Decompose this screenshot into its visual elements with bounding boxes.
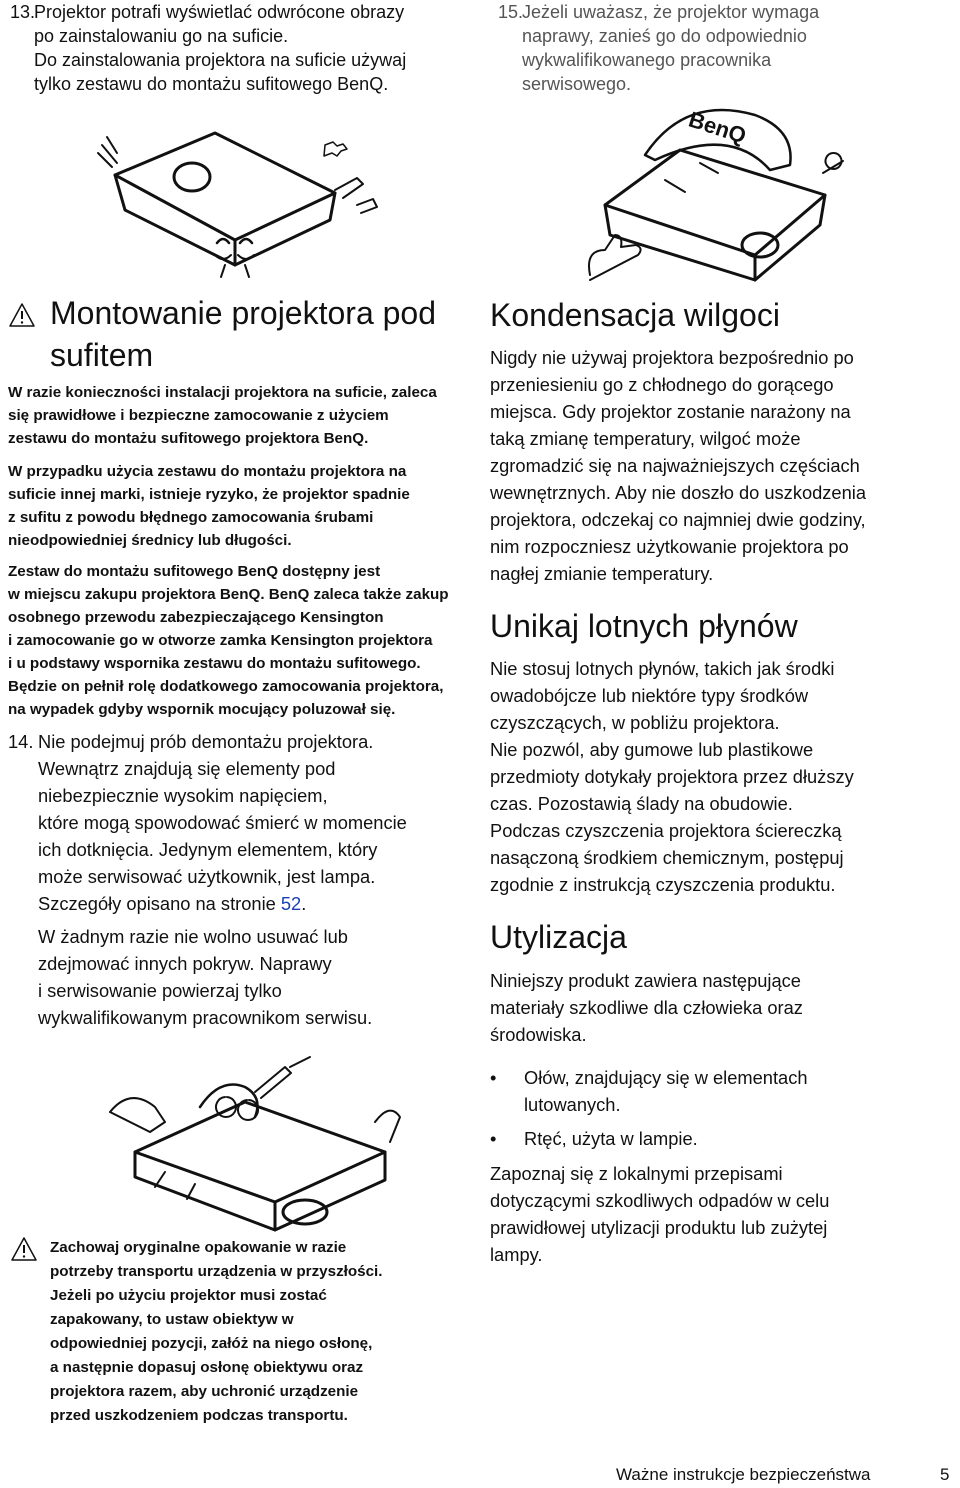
- paragraph-line: miejsca. Gdy projektor zostanie narażony na: [490, 401, 851, 422]
- paragraph-line: dotyczącymi szkodliwych odpadów w celu: [490, 1190, 830, 1211]
- disposal-intro: [490, 967, 950, 1048]
- paragraph-line: i u podstawy wspornika zestawu do montażu sufitowego.: [8, 655, 421, 672]
- warning-line: potrzeby transportu urządzenia w przyszłości.: [50, 1263, 383, 1280]
- paragraph-line: lampy.: [490, 1244, 543, 1265]
- paragraph-line: i zamocowanie go w otworze zamka Kensington projektora: [8, 632, 433, 649]
- item-14-text: [38, 728, 407, 1031]
- disposal-bullet-mercury: [490, 1125, 950, 1153]
- item-14-reference: [38, 890, 407, 917]
- paragraph-line: na wypadek gdyby wspornik mocujący poluzował się.: [8, 701, 396, 718]
- item-13: [10, 0, 470, 100]
- bullet-marker: •: [490, 1067, 497, 1088]
- paragraph-line: czyszczących, w pobliżu projektora.: [490, 712, 780, 733]
- paragraph-line: projektora, odczekaj co najmniej dwie godziny,: [490, 509, 866, 530]
- item-14-line: niebezpiecznie wysokim napięciem,: [38, 785, 328, 806]
- paragraph-line: czas. Pozostawią ślady na obudowie.: [490, 793, 793, 814]
- paragraph-line: Niniejszy produkt zawiera następujące: [490, 970, 801, 991]
- paragraph-line: Zapoznaj się z lokalnymi przepisami: [490, 1163, 783, 1184]
- benq-cap-logo: BenQ: [685, 106, 750, 149]
- item-15: [498, 0, 948, 100]
- volatile-text: [490, 655, 950, 898]
- paragraph-line: wewnętrznych. Aby nie doszło do uszkodzenia: [490, 482, 866, 503]
- item-15-line: serwisowego.: [522, 74, 632, 94]
- paragraph-line: w miejscu zakupu projektora BenQ. BenQ zaleca także zakup: [8, 586, 449, 603]
- page-link[interactable]: 52: [280, 893, 302, 914]
- item-14-line: Wewnątrz znajdują się elementy pod: [38, 758, 336, 779]
- paragraph-line: prawidłowej utylizacji produktu lub zużytej: [490, 1217, 828, 1238]
- item-13-text: [34, 0, 406, 96]
- item-14-line: które mogą spowodować śmierć w momencie: [38, 812, 407, 833]
- item-14-line: W żadnym razie nie wolno usuwać lub: [38, 926, 348, 947]
- paragraph-line: przeniesieniu go z chłodnego do gorącego: [490, 374, 834, 395]
- item-14-line: ich dotknięcia. Jedynym elementem, który: [38, 839, 378, 860]
- item-14-line: zdejmować innych pokryw. Naprawy: [38, 953, 332, 974]
- paragraph-line: nasączoną środkiem chemicznym, postępuj: [490, 847, 844, 868]
- paragraph-line: Nie pozwól, aby gumowe lub plastikowe: [490, 739, 814, 760]
- paragraph-line: przedmioty dotykały projektora przez dłuższy: [490, 766, 854, 787]
- paragraph-line: się prawidłowe i bezpieczne zamocowanie z użyciem: [8, 407, 389, 424]
- footer-page-number: 5: [940, 1465, 950, 1484]
- paragraph-line: Zestaw do montażu sufitowego BenQ dostępny jest: [8, 563, 381, 580]
- item-15-line: naprawy, zanieś go do odpowiednio: [522, 26, 807, 46]
- volatile-heading: Unikaj lotnych płynów: [490, 608, 798, 644]
- reference-suffix: .: [301, 893, 307, 914]
- paragraph-line: nim rozpoczniesz użytkowanie projektora po: [490, 536, 849, 557]
- item-13-line: Projektor potrafi wyświetlać odwrócone obrazy: [34, 2, 405, 22]
- item-13-line: tylko zestawu do montażu sufitowego BenQ.: [34, 74, 389, 94]
- footer: [560, 1464, 955, 1488]
- ceiling-projector-illustration: [95, 115, 375, 275]
- paragraph-line: Będzie on pełnił rolę dodatkowego zamocowania projektora,: [8, 678, 444, 695]
- item-14-line: może serwisować użytkownik, jest lampa.: [38, 866, 376, 887]
- item-13-number: 13.: [10, 2, 36, 22]
- paragraph-line: suficie innej marki, istnieje ryzyko, że projektor spadnie: [8, 486, 410, 503]
- item-14: [8, 728, 478, 1028]
- item-14-line: Nie podejmuj prób demontażu projektora.: [38, 731, 374, 752]
- paragraph-line: Nie stosuj lotnych płynów, takich jak środki: [490, 658, 835, 679]
- paragraph-line: środowiska.: [490, 1024, 587, 1045]
- paragraph-line: zgromadzić się na najważniejszych częściach: [490, 455, 860, 476]
- footer-section-title: Ważne instrukcje bezpieczeństwa: [616, 1465, 871, 1484]
- warning-line: projektora razem, aby uchronić urządzenie: [50, 1383, 359, 1400]
- bullet-text: [524, 1125, 698, 1152]
- disposal-outro: [490, 1160, 950, 1268]
- disposal-bullet-lead: [490, 1064, 950, 1120]
- warning-line: Jeżeli po użyciu projektor musi zostać: [50, 1287, 327, 1304]
- ceiling-para-1: [8, 381, 478, 450]
- bullet-line: Ołów, znajdujący się w elementach: [524, 1067, 808, 1088]
- paragraph-line: osobnego przewodu zabezpieczającego Kensington: [8, 609, 384, 626]
- paragraph-line: zestawu do montażu sufitowego projektora BenQ.: [8, 430, 369, 447]
- ceiling-para-3: [8, 560, 478, 721]
- bullet-line: Rtęć, użyta w lampie.: [524, 1128, 698, 1149]
- item-14-line: wykwalifikowanym pracownikom serwisu.: [38, 1007, 373, 1028]
- item-15-line: Jeżeli uważasz, że projektor wymaga: [522, 2, 820, 22]
- disassembly-illustration: [105, 1052, 405, 1232]
- item-14-number: 14.: [8, 731, 34, 752]
- reference-text: Szczegóły opisano na stronie: [38, 893, 281, 914]
- ceiling-para-2: [8, 460, 478, 552]
- warning-line: a następnie dopasuj osłonę obiektywu oraz: [50, 1359, 364, 1376]
- paragraph-line: nieodpowiedniej średnicy lub długości.: [8, 532, 292, 549]
- item-15-text: [522, 0, 819, 96]
- bullet-text: [524, 1064, 808, 1118]
- condensation-text: [490, 344, 950, 587]
- warning-line: odpowiedniej pozycji, załóż na niego osłonę,: [50, 1335, 373, 1352]
- paragraph-line: materiały szkodliwe dla człowieka oraz: [490, 997, 803, 1018]
- paragraph-line: owadobójcze lub niektóre typy środków: [490, 685, 809, 706]
- warning-icon: [10, 1236, 38, 1262]
- disposal-heading: Utylizacja: [490, 919, 627, 955]
- item-13-line: po zainstalowaniu go na suficie.: [34, 26, 289, 46]
- heading-line: sufitem: [50, 337, 154, 373]
- warning-line: Zachowaj oryginalne opakowanie w razie: [50, 1239, 347, 1256]
- ceiling-mount-heading: [50, 292, 480, 376]
- item-15-line: wykwalifikowanego pracownika: [522, 50, 772, 70]
- packaging-warning: [50, 1236, 480, 1428]
- bullet-marker: •: [490, 1128, 497, 1149]
- bullet-line: lutowanych.: [524, 1094, 621, 1115]
- item-15-number: 15.: [498, 2, 524, 22]
- paragraph-line: W razie konieczności instalacji projektora na suficie, zaleca: [8, 384, 437, 401]
- warning-icon: [8, 302, 36, 328]
- condensation-heading: Kondensacja wilgoci: [490, 297, 780, 333]
- warning-line: zapakowany, to ustaw obiektyw w: [50, 1311, 294, 1328]
- warning-line: przed uszkodzeniem podczas transportu.: [50, 1407, 348, 1424]
- paragraph-line: Podczas czyszczenia projektora ściereczką: [490, 820, 842, 841]
- paragraph-line: taką zmianę temperatury, wilgoć może: [490, 428, 801, 449]
- item-14-line: i serwisowanie powierzaj tylko: [38, 980, 282, 1001]
- item-13-line: Do zainstalowania projektora na suficie używaj: [34, 50, 407, 70]
- paragraph-line: z sufitu z powodu błędnego zamocowania śrubami: [8, 509, 374, 526]
- paragraph-line: Nigdy nie używaj projektora bezpośrednio po: [490, 347, 854, 368]
- heading-line: Montowanie projektora pod: [50, 295, 437, 331]
- paragraph-line: W przypadku użycia zestawu do montażu projektora na: [8, 463, 407, 480]
- paragraph-line: zgodnie z instrukcją czyszczenia produktu.: [490, 874, 836, 895]
- paragraph-line: nagłej zmianie temperatury.: [490, 563, 714, 584]
